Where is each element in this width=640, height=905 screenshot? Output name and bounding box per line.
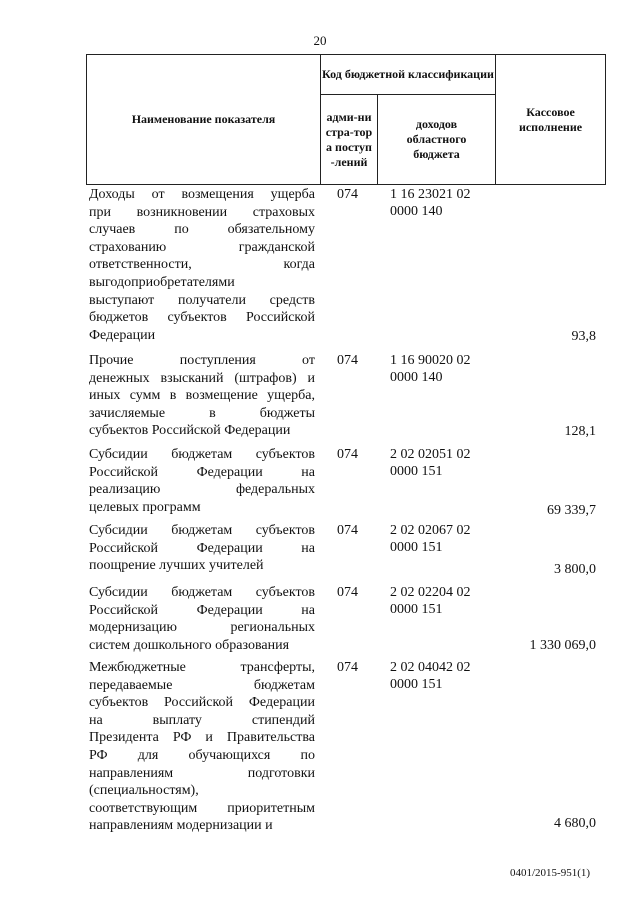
cash-execution-amount: 1 330 069,0	[529, 638, 596, 653]
indicator-name-line: модернизацию региональных	[89, 620, 315, 636]
indicator-name-line: Российской Федерации на	[89, 464, 315, 480]
indicator-name-line: страхованию гражданской	[89, 239, 315, 255]
page-number: 20	[313, 33, 327, 48]
indicator-name-line: субъектов Российской Федерации	[89, 423, 291, 439]
indicator-name-line: целевых программ	[89, 499, 201, 515]
indicator-name-line: ответственности, когда	[89, 257, 315, 273]
indicator-name-line: Доходы от возмещения ущерба	[89, 187, 315, 202]
indicator-name	[89, 186, 315, 344]
administrator-code: 074	[337, 353, 358, 368]
indicator-name-line: передаваемые бюджетам	[89, 677, 315, 693]
indicator-name-line: при возникновении страховых	[89, 204, 315, 220]
indicator-name-line: систем дошкольного образования	[89, 637, 290, 653]
cash-execution-amount: 3 800,0	[554, 562, 596, 577]
administrator-code: 074	[337, 187, 358, 202]
cash-execution-amount: 69 339,7	[547, 503, 596, 518]
income-code: 2 02 02204 02 0000 151	[390, 585, 471, 617]
indicator-name-line: бюджетов субъектов Российской	[89, 310, 315, 326]
header-administrator-label: адми-нистра-тора поступ-лений	[325, 109, 373, 169]
header-budget-code: Код бюджетной классификации	[320, 54, 496, 95]
cash-execution-amount: 93,8	[571, 329, 596, 344]
header-cash-execution-label: Кассовое исполнение	[518, 104, 583, 134]
indicator-name-line: соответствующим приоритетным	[89, 800, 315, 816]
cash-execution-amount: 128,1	[564, 424, 596, 439]
indicator-name-line: случаев по обязательному	[89, 222, 315, 238]
indicator-name	[89, 446, 315, 516]
indicator-name-line: Федерации	[89, 327, 156, 343]
income-code: 1 16 90020 02 0000 140	[390, 353, 471, 385]
administrator-code: 074	[337, 447, 358, 462]
administrator-code: 074	[337, 585, 358, 600]
indicator-name-line: реализацию федеральных	[89, 482, 315, 498]
indicator-name-line: (специальностям),	[89, 783, 199, 799]
administrator-code: 074	[337, 660, 358, 675]
indicator-name-line: Прочие поступления от	[89, 353, 315, 368]
indicator-name-line: субъектов Российской Федерации	[89, 695, 315, 711]
indicator-name-line: Президента РФ и Правительства	[89, 730, 315, 746]
administrator-code: 074	[337, 523, 358, 538]
document-code: 0401/2015-951(1)	[510, 867, 591, 879]
income-code: 2 02 04042 02 0000 151	[390, 660, 471, 692]
indicator-name-line: выгодоприобретателями	[89, 274, 235, 290]
indicator-name-line: выступают получатели средств	[89, 292, 315, 308]
indicator-name	[89, 659, 315, 835]
indicator-name-line: Субсидии бюджетам субъектов	[89, 523, 315, 538]
indicator-name-line: на выплату стипендий	[89, 712, 315, 728]
indicator-name-line: иных сумм в возмещение ущерба,	[89, 388, 315, 404]
income-code: 1 16 23021 02 0000 140	[390, 187, 471, 219]
indicator-name-line: Межбюджетные трансферты,	[89, 660, 315, 675]
indicator-name	[89, 352, 315, 440]
indicator-name	[89, 522, 315, 575]
indicator-name	[89, 584, 315, 654]
header-income-label: доходов областного бюджета	[406, 117, 467, 161]
income-code: 2 02 02067 02 0000 151	[390, 523, 471, 555]
indicator-name-line: направлениям модернизации и	[89, 818, 273, 834]
header-indicator-name: Наименование показателя	[86, 54, 321, 185]
indicator-name-line: Субсидии бюджетам субъектов	[89, 585, 315, 600]
indicator-name-line: Российской Федерации на	[89, 602, 315, 618]
cash-execution-amount: 4 680,0	[554, 816, 596, 831]
indicator-name-line: денежных взысканий (штрафов) и	[89, 370, 315, 386]
indicator-name-line: зачисляемые в бюджеты	[89, 405, 315, 421]
indicator-name-line: Субсидии бюджетам субъектов	[89, 447, 315, 462]
income-code: 2 02 02051 02 0000 151	[390, 447, 471, 479]
indicator-name-line: Российской Федерации на	[89, 540, 315, 556]
indicator-name-line: поощрение лучших учителей	[89, 558, 264, 574]
indicator-name-line: направлениям подготовки	[89, 765, 315, 781]
indicator-name-line: РФ для обучающихся по	[89, 747, 315, 763]
